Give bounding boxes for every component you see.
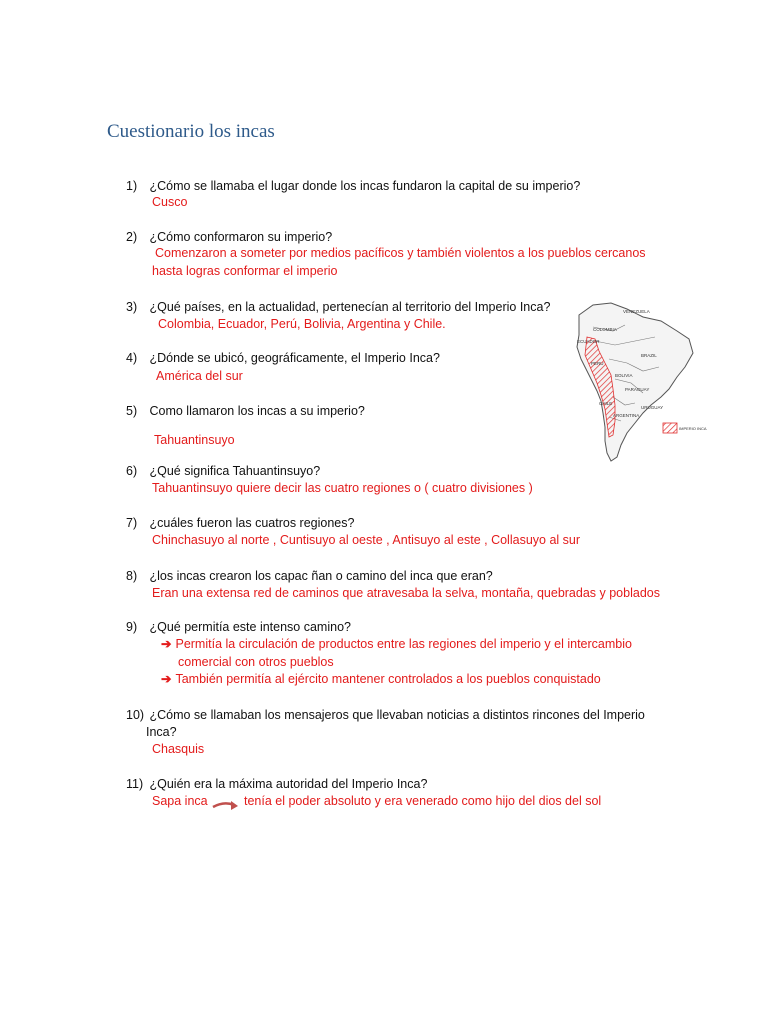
question-number: 1)	[126, 179, 138, 193]
answer-9-item-2: ➔ También permitía al ejército mantener controlados a los pueblos conquistado	[161, 672, 601, 686]
answer-5: Tahuantinsuyo	[154, 433, 235, 447]
question-text: ¿Cómo se llamaban los mensajeros que llevaban noticias a distintos rincones del Imperio	[149, 708, 645, 722]
answer-9-item-1: ➔ Permitía la circulación de productos entre las regiones del imperio y el intercambio	[161, 637, 632, 651]
answer-9-item-1-cont: comercial con otros pueblos	[178, 655, 334, 669]
answer-11-name: Sapa inca	[152, 794, 208, 808]
map-label-venezuela: VENEZUELA	[623, 309, 650, 314]
question-text: ¿Qué significa Tahuantinsuyo?	[149, 464, 321, 478]
answer-1: Cusco	[152, 195, 188, 209]
question-number: 7)	[126, 516, 138, 530]
question-number: 6)	[126, 464, 138, 478]
question-number: 10)	[126, 708, 145, 722]
question-number: 3)	[126, 300, 138, 314]
answer-4: América del sur	[156, 369, 243, 383]
question-text: ¿Dónde se ubicó, geográficamente, el Imperio Inca?	[149, 351, 440, 365]
map-label-bolivia: BOLIVIA	[615, 373, 633, 378]
answer-10: Chasquis	[152, 742, 205, 756]
answer-11-detail: tenía el poder absoluto y era venerado como hijo del dios del sol	[244, 794, 602, 808]
legend-swatch	[663, 423, 677, 433]
question-3	[126, 299, 550, 316]
question-number: 8)	[126, 569, 138, 583]
map-label-paraguay: PARAGUAY	[625, 387, 650, 392]
map-label-argentina: ARGENTINA	[613, 413, 640, 418]
question-text: ¿Cómo conformaron su imperio?	[149, 230, 333, 244]
question-6	[126, 463, 320, 480]
question-7	[126, 515, 354, 532]
page-title: Cuestionario los incas	[107, 121, 275, 142]
question-8	[126, 568, 493, 585]
question-text: ¿Quién era la máxima autoridad del Imperio Inca?	[149, 777, 428, 791]
question-10-cont: Inca?	[146, 725, 177, 739]
question-text: ¿los incas crearon los capac ñan o camino del inca que eran?	[149, 569, 493, 583]
map-label-chile: CHILE	[599, 401, 613, 406]
legend-label: IMPERIO INCA	[679, 426, 707, 431]
curved-arrow-icon	[212, 798, 240, 814]
question-number: 9)	[126, 620, 138, 634]
map-label-colombia: COLOMBIA	[593, 327, 617, 332]
map-label-ecuador: ECUADOR	[577, 339, 600, 344]
answer-3: Colombia, Ecuador, Perú, Bolivia, Argentina y Chile.	[158, 317, 446, 331]
question-5	[126, 403, 365, 420]
question-number: 2)	[126, 230, 138, 244]
question-number: 5)	[126, 404, 138, 418]
question-2	[126, 229, 332, 246]
question-number: 11)	[126, 777, 144, 791]
question-9	[126, 619, 351, 636]
question-4	[126, 350, 440, 367]
question-text: ¿Cómo se llamaba el lugar donde los incas fundaron la capital de su imperio?	[149, 179, 581, 193]
question-text: ¿Qué permitía este intenso camino?	[149, 620, 351, 634]
question-11	[126, 776, 427, 793]
map-label-uruguay: URUGUAY	[641, 405, 664, 410]
question-10	[126, 707, 645, 724]
answer-7: Chinchasuyo al norte , Cuntisuyo al oeste , Antisuyo al este , Collasuyo al sur	[152, 533, 581, 547]
map-label-brazil: BRAZIL	[641, 353, 657, 358]
answer-2-line-2: hasta logras conformar el imperio	[152, 264, 338, 278]
answer-8: Eran una extensa red de caminos que atravesaba la selva, montaña, quebradas y poblados	[152, 586, 660, 600]
answer-6: Tahuantinsuyo quiere decir las cuatro regiones o ( cuatro divisiones )	[152, 481, 533, 495]
answer-2-line-1: Comenzaron a someter por medios pacíficos y también violentos a los pueblos cercanos	[155, 246, 646, 260]
arrow-right-icon: ➔	[161, 672, 172, 686]
question-text: ¿cuáles fueron las cuatros regiones?	[149, 516, 355, 530]
south-america-map	[565, 297, 711, 465]
question-text: Como llamaron los incas a su imperio?	[149, 404, 365, 418]
arrow-right-icon: ➔	[161, 637, 172, 651]
question-text: ¿Qué países, en la actualidad, pertenecían al territorio del Imperio Inca?	[149, 300, 551, 314]
map-label-peru: PERU	[591, 361, 604, 366]
question-1	[126, 178, 580, 195]
question-number: 4)	[126, 351, 138, 365]
